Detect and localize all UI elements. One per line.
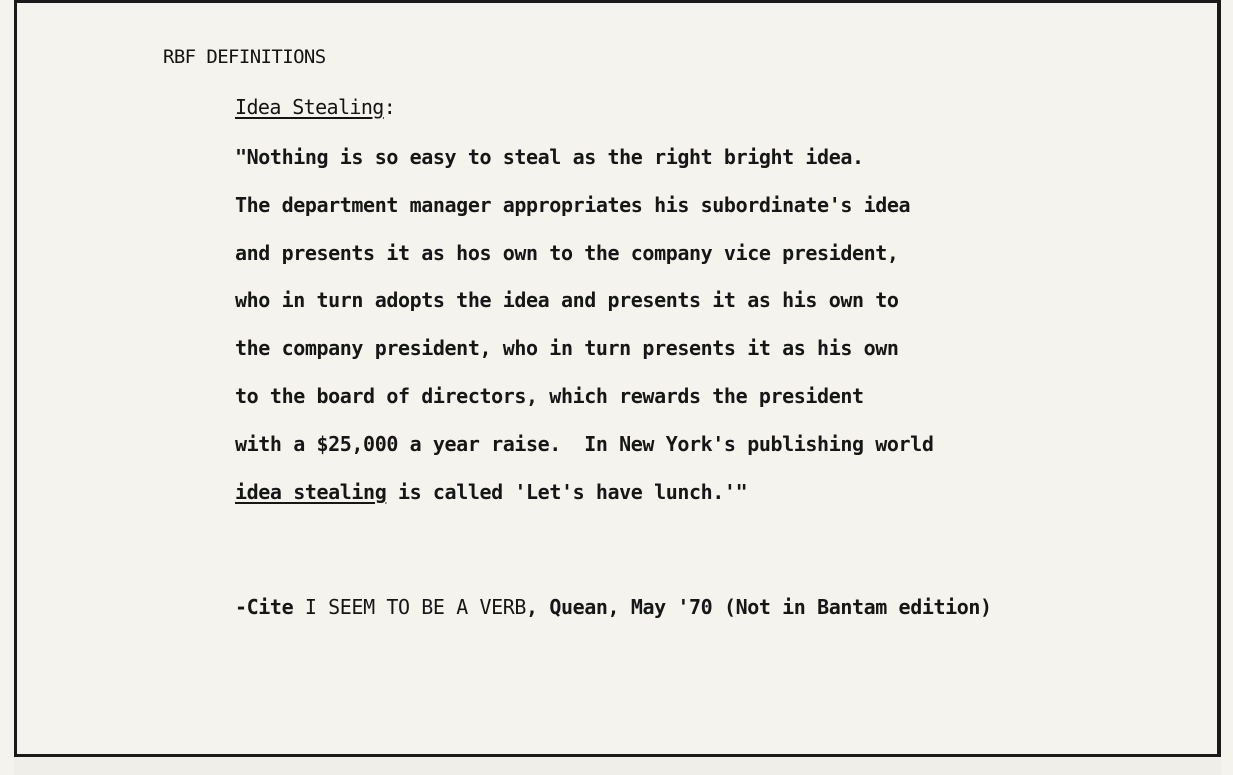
citation-rest: , Quean, May '70 (Not in Bantam edition) xyxy=(526,595,992,619)
definition-term xyxy=(235,95,395,119)
citation xyxy=(235,595,992,619)
document-header: RBF DEFINITIONS xyxy=(163,46,326,68)
quote-line: with a $25,000 a year raise. In New York's publishing world xyxy=(235,432,934,456)
term-label: Idea Stealing xyxy=(235,95,384,119)
quote-line: and presents it as hos own to the company vice president, xyxy=(235,241,899,265)
frame-border-top xyxy=(14,0,1219,3)
underlined-phrase: idea stealing xyxy=(235,480,387,504)
card-bottom-edge xyxy=(14,757,1221,775)
quote-line: to the board of directors, which rewards the president xyxy=(235,384,864,408)
quote-line: who in turn adopts the idea and presents it as his own to xyxy=(235,288,899,312)
quote-last-line xyxy=(235,480,747,504)
quote-last-line-rest: is called 'Let's have lunch.'" xyxy=(386,480,748,504)
frame-border-right xyxy=(1217,0,1221,775)
quote-line: The department manager appropriates his subordinate's idea xyxy=(235,193,911,217)
frame-border-left xyxy=(14,0,17,757)
quote-line: the company president, who in turn presents it as his own xyxy=(235,336,899,360)
quote-line: "Nothing is so easy to steal as the right bright idea. xyxy=(235,145,864,169)
term-colon: : xyxy=(383,95,396,119)
citation-prefix: -Cite xyxy=(235,595,305,619)
citation-title: I SEEM TO BE A VERB xyxy=(304,595,527,619)
